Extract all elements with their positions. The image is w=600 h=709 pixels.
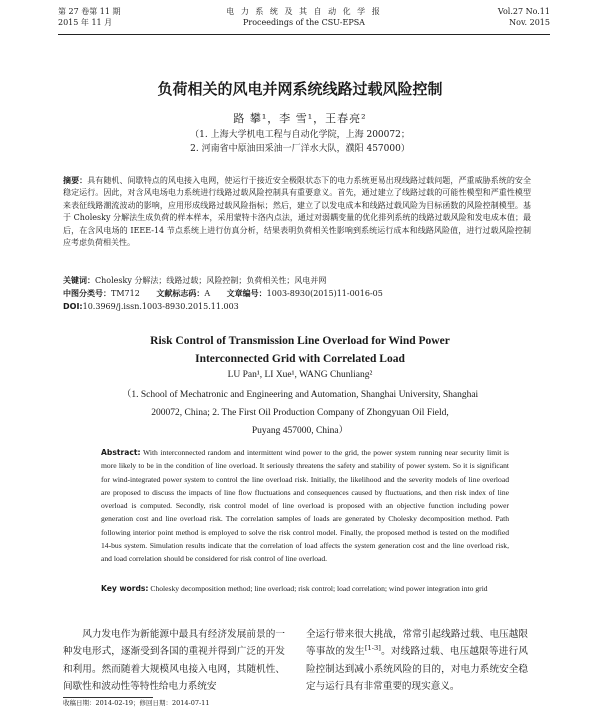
paper-title-en — [0, 332, 600, 368]
paper-title-en-line2: Interconnected Grid with Correlated Load — [195, 353, 405, 365]
affiliations-en — [0, 386, 600, 440]
article-no-value: 1003-8930(2015)11-0016-05 — [266, 289, 383, 298]
affiliation-en-1: （1. School of Mechatronic and Engineering and Automation, Shanghai University, Shanghai — [121, 390, 479, 400]
keywords-en-text: Cholesky decomposition method; line overload; risk control; load correlation; wind power integration into grid — [150, 584, 488, 593]
article-no-label: 文章编号： — [226, 289, 267, 298]
paper-title-cn: 负荷相关的风电并网系统线路过载风险控制 — [157, 80, 443, 98]
journal-name-en: Proceedings of the CSU-EPSA — [243, 18, 365, 27]
affiliation-cn-1: （1. 上海大学机电工程与自动化学院，上海 200072； — [190, 130, 410, 140]
running-header — [58, 6, 550, 35]
header-right — [498, 6, 550, 28]
body-right-text-2: 。对线路过载、电压越限等进行风险控制达到减小系统风险的目的，对电力系统安全稳定与运行具有非常重要的现实意义。 — [306, 646, 529, 693]
abstract-en — [101, 446, 509, 566]
body-right-text-1: 全运行带来很大挑战，常常引起线路过载、电压越限等事故的发生 — [306, 629, 528, 658]
header-date-cn: 2015 年 11 月 — [58, 18, 113, 27]
header-date-en: Nov. 2015 — [509, 18, 550, 27]
footnote-divider — [63, 697, 153, 698]
body-column-right — [306, 626, 528, 696]
authors-cn: 路 攀¹，李 雪¹，王春亮² — [233, 112, 367, 125]
keywords-en — [101, 582, 509, 595]
abstract-cn — [63, 175, 531, 249]
affiliation-en-2: 200072, China; 2. The First Oil Production Company of Zhongyuan Oil Field, — [151, 408, 449, 418]
abstract-en-label: Abstract: — [101, 448, 141, 457]
affiliation-cn-2: 2. 河南省中原油田采油一厂洋水大队，濮阳 457000） — [190, 144, 410, 154]
keywords-cn — [63, 275, 531, 287]
doi-label: DOI: — [63, 302, 83, 311]
clc-value: TM712 — [111, 289, 140, 298]
doc-code-label: 文献标志码： — [156, 289, 205, 298]
header-volume-en: Vol.27 No.11 — [497, 7, 550, 16]
citation-ref[interactable]: [1-3] — [364, 644, 381, 653]
keywords-cn-label: 关键词： — [63, 276, 95, 285]
abstract-en-text: With interconnected random and intermittent wind power to the grid, the power system running near security limit is more likely to be in the condition of line overload. It seriously threatens the safety and stability of power system. So it is significant for wind-integrated power system to control the line overload risk. Initially, the likelihood and the severity models of line overload are proposed to discuss the impacts of line flow fluctuations and consequences caused by fluctuations, and then risk index of line overload is computed. Secondly, risk control model of line overload is proposed with an objective function including power generation cost and line overload risk. The correlation samples of loads are generated by Cholesky decomposition method. Path following interior point method is employed to solve the risk control model. Finally, the proposed method is tested on the modified 14-bus system. Simulation results indicate that the correlation of load affects the system generation cost and the line overload risk, and load correlation should be considered for risk control of line overload. — [101, 448, 510, 564]
doi-value[interactable]: 10.3969/j.issn.1003-8930.2015.11.003 — [82, 302, 239, 311]
paper-title-en-line1: Risk Control of Transmission Line Overload for Wind Power — [150, 335, 450, 347]
doc-code-value: A — [204, 289, 211, 298]
affiliations-cn — [0, 128, 600, 156]
journal-name-cn: 电 力 系 统 及 其 自 动 化 学 报 — [226, 7, 382, 16]
clc-label: 中图分类号： — [63, 289, 111, 298]
body-column-left: 风力发电作为新能源中最具有经济发展前景的一种发电形式，逐渐受到各国的重视并得到广泛的开发和利用。然而随着大规模风电接入电网，其随机性、间歇性和波动性等特性给电力系统安 — [63, 629, 285, 693]
keywords-en-label: Key words: — [101, 584, 149, 593]
doi-line — [63, 301, 531, 313]
header-volume-cn: 第 27 卷第 11 期 — [58, 7, 121, 16]
abstract-cn-text: 具有随机、间歇特点的风电接入电网，使运行于接近安全极限状态下的电力系统更易出现线路过载问题，严重威胁系统的安全稳定运行。因此，对含风电场电力系统进行线路过载风险控制具有重要意义。首先，通过建立了线路过载的可能性模型和严重性模型来表征线路潮流波动的影响，应用形成线路过载风险指标；然后，建立了以发电成本和线路过载风险为目标函数的风险控制模型。基于 Cholesky 分解法生成负荷的样本样本，采用蒙特卡洛内点法，通过对弱耦变量的优化排列系统的线路过载风险和发电成本值；最后，在含风电场的 IEEE-14 节点系统上进行仿真分析，结果表明负荷相关性影响到系统运行成本和线路风险值，进行过载风险控制应考虑负荷相关性。 — [63, 176, 532, 248]
received-date-footnote: 收稿日期：2014-02-19；修回日期：2014-07-11 — [63, 699, 210, 707]
classification-line — [63, 288, 531, 300]
authors-en: LU Pan¹, LI Xue¹, WANG Chunliang² — [227, 370, 373, 380]
affiliation-en-3: Puyang 457000, China） — [251, 426, 349, 436]
header-journal — [58, 6, 550, 28]
abstract-cn-label: 摘要： — [63, 176, 88, 185]
keywords-cn-text: Cholesky 分解法；线路过载；风险控制；负荷相关性；风电并网 — [95, 276, 327, 285]
